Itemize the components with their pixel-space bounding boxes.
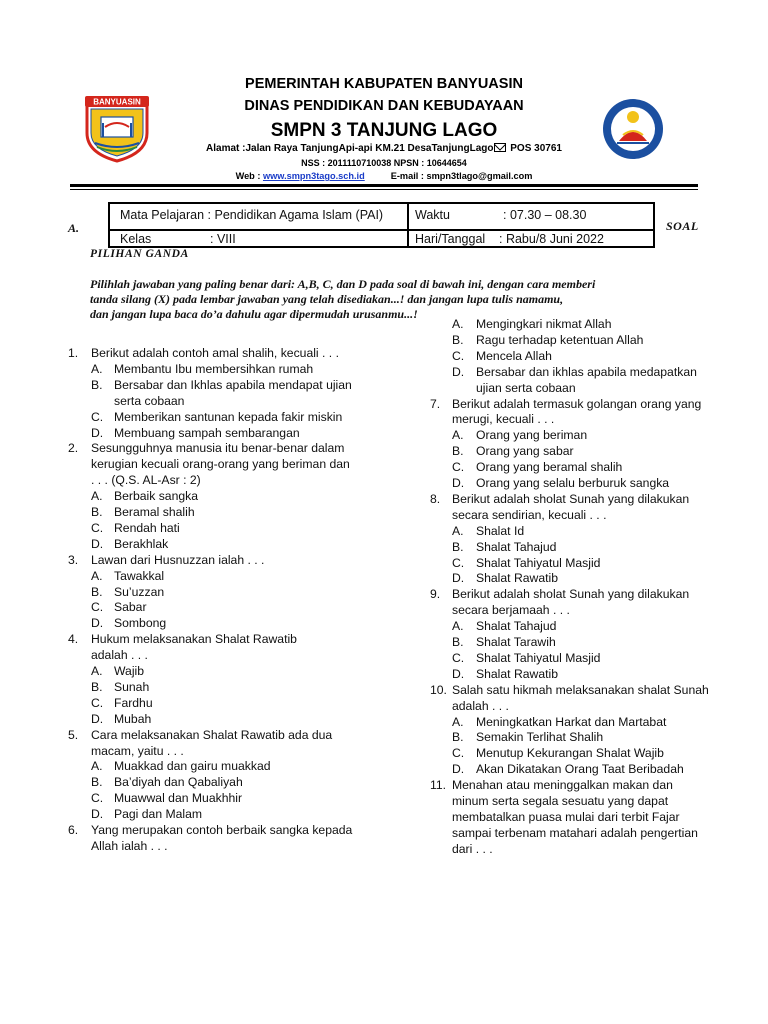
header-rule-thick bbox=[70, 184, 698, 187]
option-letter: B. bbox=[452, 635, 464, 649]
logo-left-text: BANYUASIN bbox=[93, 97, 141, 107]
option-text: Rendah hati bbox=[114, 520, 180, 535]
option-text: Tawakkal bbox=[114, 568, 165, 583]
option-letter: B. bbox=[452, 730, 464, 745]
continuation-text: secara berjamaah . . . bbox=[452, 603, 570, 618]
option-text: Shalat Tahiyatul Masjid bbox=[476, 650, 601, 665]
continuation-text: macam, yaitu . . . bbox=[91, 743, 184, 758]
option-letter: D. bbox=[91, 536, 104, 551]
gov-title: PEMERINTAH KABUPATEN BANYUASIN bbox=[245, 76, 523, 92]
option-text: Shalat Tahajud bbox=[476, 619, 557, 634]
continuation-text: ujian serta cobaan bbox=[476, 380, 576, 395]
option-text: Muakkad dan gairu muakkad bbox=[114, 759, 271, 774]
option-text: Shalat Rawatib bbox=[476, 666, 558, 681]
option-letter: D. bbox=[452, 364, 465, 379]
continuation-text: membatalkan puasa mulai dari terbit Fajar bbox=[452, 809, 680, 824]
option-text: Wajib bbox=[114, 664, 145, 678]
option-letter: B. bbox=[452, 444, 464, 459]
postal-code: POS 30761 bbox=[510, 143, 562, 154]
option-letter: D. bbox=[91, 711, 104, 726]
option-text: Berakhlak bbox=[114, 536, 169, 551]
option-text: Su’uzzan bbox=[114, 584, 165, 599]
question-number: 8. bbox=[430, 491, 441, 506]
envelope-icon bbox=[494, 143, 506, 152]
continuation-text: kerugian kecuali orang-orang yang beriman dan bbox=[91, 457, 350, 472]
question-number: 3. bbox=[68, 552, 79, 567]
option-letter: A. bbox=[91, 664, 103, 678]
school-name: SMPN 3 TANJUNG LAGO bbox=[270, 120, 498, 141]
option-letter: C. bbox=[91, 600, 104, 615]
option-letter: A. bbox=[452, 523, 464, 538]
question-number: 11. bbox=[430, 778, 447, 793]
question-text: Yang merupakan contoh berbaik sangka kepada bbox=[91, 823, 353, 837]
section-soal: SOAL bbox=[666, 219, 699, 233]
option-text: Ragu terhadap ketentuan Allah bbox=[476, 332, 644, 347]
option-letter: C. bbox=[452, 650, 465, 665]
option-letter: B. bbox=[91, 377, 103, 392]
question-number: 7. bbox=[430, 396, 441, 411]
web-label: Web : bbox=[235, 171, 263, 181]
option-text: Orang yang sabar bbox=[476, 444, 574, 459]
option-letter: B. bbox=[91, 584, 103, 599]
question-text: Salah satu hikmah melaksanakan shalat Sunah bbox=[452, 682, 709, 697]
option-text: Mengingkari nikmat Allah bbox=[476, 317, 612, 331]
continuation-text: merugi, kecuali . . . bbox=[452, 412, 555, 427]
website-link[interactable]: www.smpn3tago.sch.id bbox=[262, 171, 365, 181]
instruction-line-2: tanda silang (X) pada lembar jawaban yang telah disediakan...! dan jangan lupa tulis namamu, bbox=[90, 292, 564, 306]
option-letter: C. bbox=[91, 409, 104, 424]
question-text: Menahan atau meninggalkan makan dan bbox=[452, 778, 673, 793]
question-number: 5. bbox=[68, 727, 79, 742]
option-text: Orang yang selalu berburuk sangka bbox=[476, 476, 670, 490]
email-text: E-mail : smpn3tlago@gmail.com bbox=[390, 171, 533, 181]
option-text: Ba’diyah dan Qabaliyah bbox=[114, 775, 243, 790]
option-letter: B. bbox=[91, 505, 103, 519]
option-letter: B. bbox=[91, 775, 103, 790]
option-text: Shalat Rawatib bbox=[476, 571, 558, 586]
option-text: Sunah bbox=[114, 679, 150, 694]
option-text: Pagi dan Malam bbox=[114, 807, 203, 822]
option-text: Shalat Tahiyatul Masjid bbox=[476, 555, 601, 570]
question-number: 10. bbox=[430, 682, 447, 697]
option-text: Bersabar dan Ikhlas apabila mendapat ujian bbox=[114, 377, 352, 392]
option-letter: A. bbox=[452, 317, 464, 331]
option-letter: A. bbox=[91, 759, 103, 774]
question-number: 4. bbox=[68, 632, 79, 647]
instruction-line-1: Pilihlah jawaban yang paling benar dari: A,B, C, dan D pada soal di bawah ini, dengan cara memberi bbox=[90, 277, 596, 291]
instruction-line-3: dan jangan lupa baca do’a dahulu agar dipermudah urusanmu...! bbox=[90, 307, 418, 321]
continuation-text: Allah ialah . . . bbox=[91, 838, 168, 853]
question-text: Berikut adalah sholat Sunah yang dilakukan bbox=[452, 491, 690, 506]
header-rule-thin bbox=[70, 189, 698, 190]
class-label: Kelas bbox=[120, 232, 152, 246]
option-text: Beramal shalih bbox=[114, 505, 195, 519]
option-text: Bersabar dan ikhlas apabila medapatkan bbox=[476, 364, 697, 379]
option-text: Fardhu bbox=[114, 695, 153, 710]
contact-line bbox=[0, 171, 768, 181]
department-title: DINAS PENDIDIKAN DAN KEBUDAYAAN bbox=[244, 98, 524, 114]
option-letter: A. bbox=[91, 361, 103, 376]
option-text: Mencela Allah bbox=[476, 348, 552, 363]
date-value: : Rabu/8 Juni 2022 bbox=[499, 232, 604, 246]
question-text: Lawan dari Husnuzzan ialah . . . bbox=[91, 552, 265, 567]
option-letter: C. bbox=[452, 555, 465, 570]
option-text: Shalat Tarawih bbox=[476, 635, 556, 649]
option-text: Akan Dikatakan Orang Taat Beribadah bbox=[476, 762, 684, 777]
option-letter: D. bbox=[452, 476, 465, 490]
option-letter: A. bbox=[91, 568, 103, 583]
date-label: Hari/Tanggal bbox=[415, 232, 486, 246]
option-letter: B. bbox=[452, 539, 464, 554]
question-text: Berikut adalah termasuk golangan orang yang bbox=[452, 396, 702, 411]
option-letter: D. bbox=[91, 425, 104, 440]
option-text: Semakin Terlihat Shalih bbox=[476, 730, 604, 745]
option-text: Membantu Ibu membersihkan rumah bbox=[114, 361, 314, 376]
option-letter: D. bbox=[91, 807, 104, 822]
question-number: 1. bbox=[68, 346, 79, 360]
nss-npsn: NSS : 2011110710038 NPSN : 10644654 bbox=[301, 158, 467, 168]
option-text: Menutup Kekurangan Shalat Wajib bbox=[476, 746, 664, 761]
option-letter: C. bbox=[91, 520, 104, 535]
subject-cell: Mata Pelajaran : Pendidikan Agama Islam (PAI) bbox=[120, 208, 384, 222]
option-text: Orang yang beramal shalih bbox=[476, 460, 623, 475]
continuation-text: adalah . . . bbox=[452, 698, 509, 713]
time-value: : 07.30 – 08.30 bbox=[503, 208, 587, 222]
section-title: PILIHAN GANDA bbox=[90, 248, 189, 260]
option-text: Meningkatkan Harkat dan Martabat bbox=[476, 714, 667, 729]
option-letter: A. bbox=[91, 489, 103, 504]
question-text: Sesungguhnya manusia itu benar-benar dalam bbox=[91, 441, 345, 456]
option-text: Muawwal dan Muakhhir bbox=[114, 791, 243, 806]
option-letter: C. bbox=[452, 746, 465, 761]
exam-info-table bbox=[108, 202, 655, 248]
continuation-text: dari . . . bbox=[452, 841, 493, 856]
option-letter: B. bbox=[91, 679, 103, 694]
continuation-text: sampai terbenam matahari adalah pengertian bbox=[452, 825, 698, 840]
section-letter: A. bbox=[68, 221, 80, 235]
option-letter: C. bbox=[91, 695, 104, 710]
option-letter: D. bbox=[452, 762, 465, 777]
question-text: Cara melaksanakan Shalat Rawatib ada dua bbox=[91, 727, 333, 742]
option-letter: D. bbox=[452, 571, 465, 586]
option-letter: D. bbox=[452, 666, 465, 681]
option-letter: B. bbox=[452, 332, 464, 347]
continuation-text: adalah . . . bbox=[91, 648, 148, 663]
option-letter: C. bbox=[452, 348, 465, 363]
option-letter: A. bbox=[452, 428, 464, 443]
continuation-text: secara sendirian, kecuali . . . bbox=[452, 507, 607, 522]
continuation-text: minum serta segala sesuatu yang dapat bbox=[452, 794, 669, 808]
option-text: Memberikan santunan kepada fakir miskin bbox=[114, 409, 343, 424]
option-letter: A. bbox=[452, 619, 464, 634]
option-text: Shalat Tahajud bbox=[476, 539, 557, 554]
option-letter: D. bbox=[91, 616, 104, 631]
question-text: Hukum melaksanakan Shalat Rawatib bbox=[91, 632, 297, 647]
option-text: Membuang sampah sembarangan bbox=[114, 425, 300, 440]
question-number: 2. bbox=[68, 441, 79, 456]
option-text: Sombong bbox=[114, 616, 167, 631]
address-line bbox=[0, 143, 768, 154]
question-number: 6. bbox=[68, 823, 79, 837]
option-text: Shalat Id bbox=[476, 523, 525, 538]
option-text: Berbaik sangka bbox=[114, 489, 199, 504]
option-letter: C. bbox=[452, 460, 465, 475]
option-text: Orang yang beriman bbox=[476, 428, 588, 443]
option-letter: A. bbox=[452, 714, 464, 729]
option-text: Sabar bbox=[114, 600, 147, 615]
time-label: Waktu bbox=[415, 208, 450, 222]
option-text: Mubah bbox=[114, 711, 152, 726]
option-letter: C. bbox=[91, 791, 104, 806]
question-text: Berikut adalah contoh amal shalih, kecuali . . . bbox=[91, 346, 339, 360]
address-text: Alamat :Jalan Raya TanjungApi-api KM.21 DesaTanjungLago bbox=[206, 143, 494, 154]
class-value: : VIII bbox=[210, 232, 236, 246]
question-text: Berikut adalah sholat Sunah yang dilakukan bbox=[452, 587, 690, 602]
continuation-text: . . . (Q.S. AL-Asr : 2) bbox=[91, 473, 201, 488]
continuation-text: serta cobaan bbox=[114, 393, 185, 408]
question-number: 9. bbox=[430, 587, 441, 602]
